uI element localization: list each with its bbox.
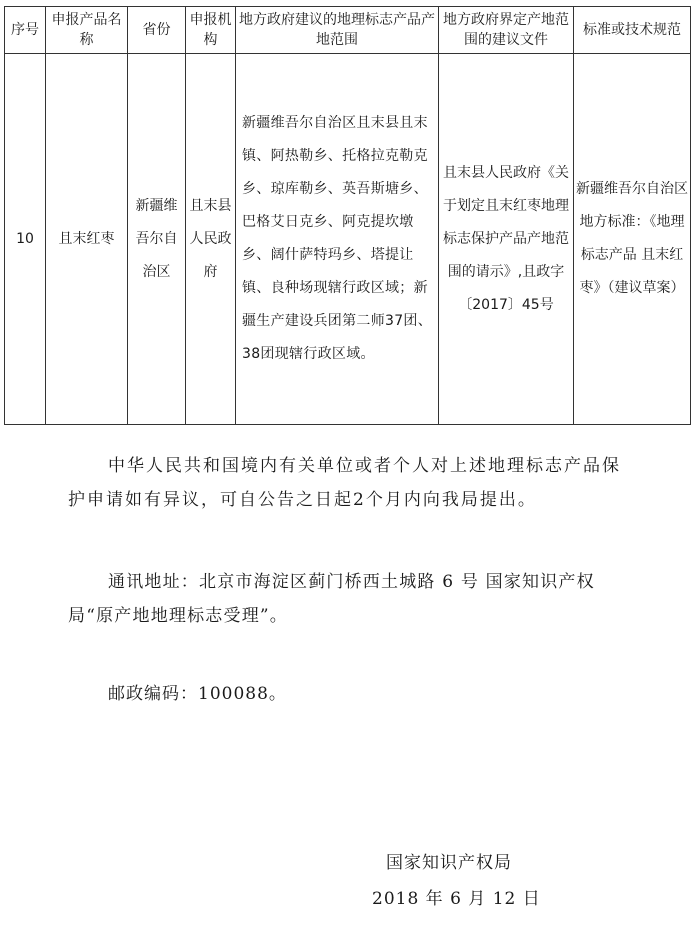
objection-notice-paragraph: 中华人民共和国境内有关单位或者个人对上述地理标志产品保护申请如有异议，可自公告之日起2个月内向我局提出。 (68, 456, 621, 510)
cell-scope-document (439, 54, 574, 425)
table-header-row (5, 7, 691, 54)
header-origin-scope: 地方政府建议的地理标志产品产地范围 (236, 7, 439, 54)
header-serial-no: 序号 (5, 7, 46, 54)
header-applicant: 申报机构 (186, 7, 236, 54)
cell-standard (574, 54, 691, 425)
product-name-value: 且末红枣 (58, 230, 115, 247)
cell-province (128, 54, 186, 425)
header-standard: 标准或技术规范 (574, 7, 691, 54)
postal-code: 邮政编码：100088。 (108, 684, 287, 704)
header-province: 省份 (128, 7, 186, 54)
cell-origin-scope (236, 54, 439, 425)
header-product-name: 申报产品名称 (46, 7, 128, 54)
contact-address: 通讯地址：北京市海淀区蓟门桥西土城路 6 号 国家知识产权局“原产地地理标志受理”。 (68, 572, 595, 626)
table-row (5, 54, 691, 425)
origin-scope-value: 新疆维吾尔自治区且末县且末镇、阿热勒乡、托格拉克勒克乡、琼库勒乡、英吾斯塘乡、巴格艾日克乡、阿克提坎墩乡、阔什萨特玛乡、塔提让镇、良种场现辖行政区域；新疆生产建设兵团第二师37团、38团现辖行政区域。 (242, 115, 433, 362)
scope-document-value: 且末县人民政府《关于划定且末红枣地理标志保护产品产地范围的请示》,且政字〔2017〕45号 (443, 164, 569, 313)
header-scope-document: 地方政府界定产地范围的建议文件 (439, 7, 574, 54)
province-value: 新疆维吾尔自治区 (135, 197, 178, 280)
cell-product-name (46, 54, 128, 425)
serial-no-value: 10 (16, 230, 34, 247)
applicant-value: 且末县人民政府 (189, 197, 232, 280)
standard-value: 新疆维吾尔自治区地方标准：《地理标志产品 且末红枣》（建议草案） (576, 181, 688, 296)
cell-applicant (186, 54, 236, 425)
cell-serial-no (5, 54, 46, 425)
geographical-indication-table (4, 6, 691, 425)
issuing-organization: 国家知识产权局 (386, 853, 512, 873)
issue-date: 2018 年 6 月 12 日 (372, 889, 541, 909)
